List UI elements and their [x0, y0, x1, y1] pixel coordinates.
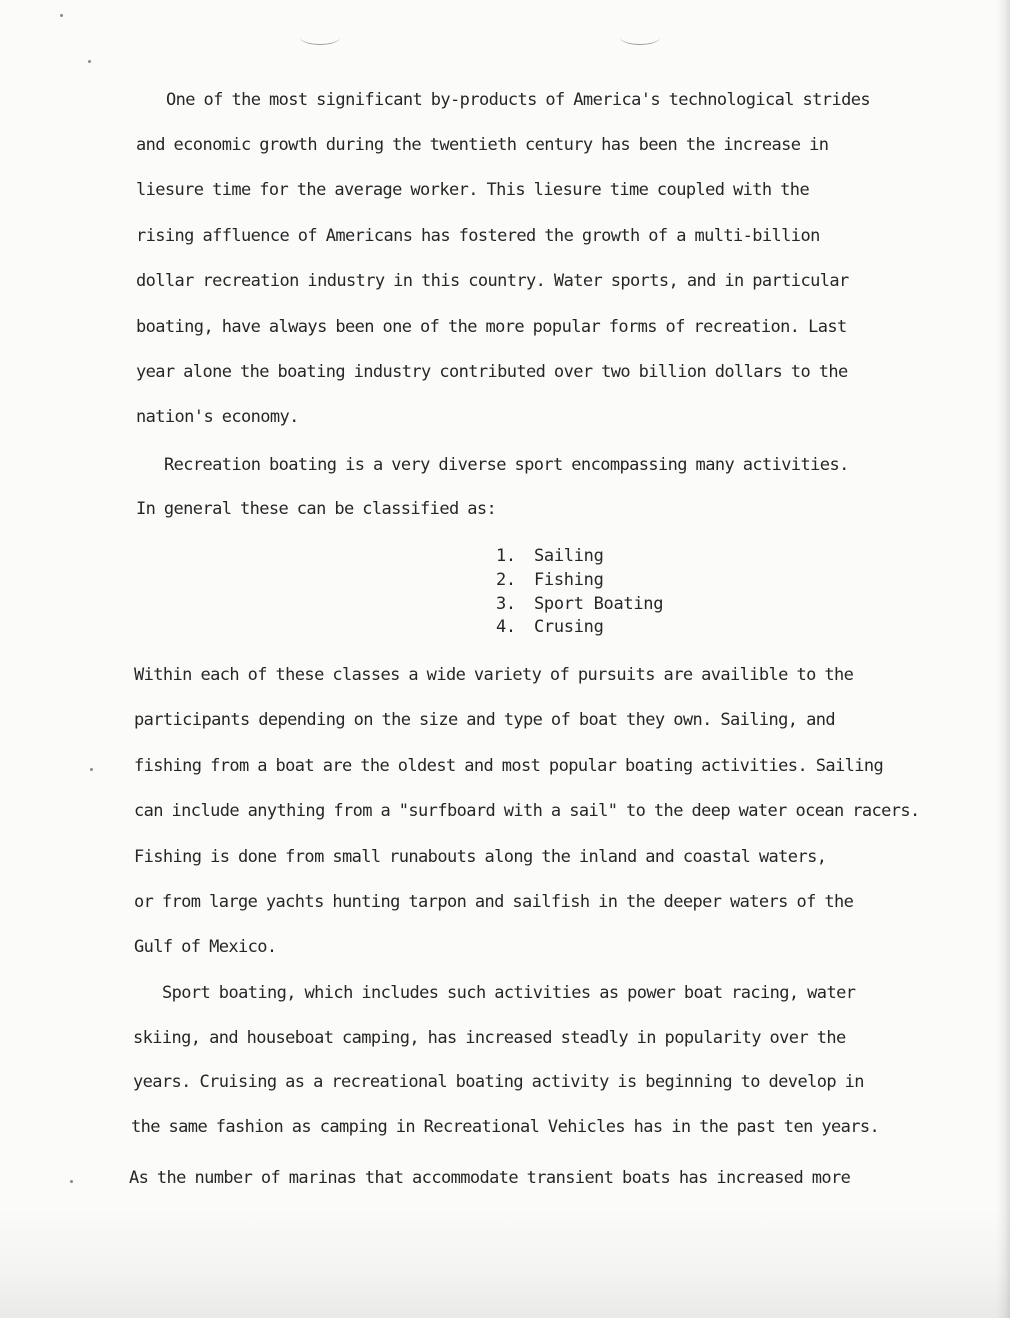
list-item-number: 4.	[496, 617, 516, 637]
text-line: and economic growth during the twentieth century has been the increase in	[136, 135, 829, 155]
list-item-number: 3.	[496, 594, 516, 614]
text-line: liesure time for the average worker. This liesure time coupled with the	[136, 180, 810, 200]
list-item-text: Sport Boating	[534, 594, 664, 614]
text-line: the same fashion as camping in Recreational Vehicles has in the past ten years.	[131, 1117, 880, 1137]
text-line: Sport boating, which includes such activities as power boat racing, water	[162, 983, 856, 1003]
text-line: skiing, and houseboat camping, has increased steadly in popularity over the	[133, 1028, 846, 1048]
list-item-text: Sailing	[534, 546, 604, 566]
list-item	[496, 546, 604, 566]
scan-speck	[90, 768, 93, 771]
text-line: nation's economy.	[136, 407, 299, 427]
text-line: Gulf of Mexico.	[134, 937, 277, 957]
text-line: Recreation boating is a very diverse sport encompassing many activities.	[164, 455, 849, 475]
text-line: or from large yachts hunting tarpon and sailfish in the deeper waters of the	[134, 892, 854, 912]
text-line: dollar recreation industry in this country. Water sports, and in particular	[136, 271, 849, 291]
list-item	[496, 617, 604, 637]
text-line: As the number of marinas that accommodate transient boats has increased more	[129, 1168, 851, 1188]
text-line: Fishing is done from small runabouts along the inland and coastal waters,	[134, 847, 827, 867]
list-item-text: Crusing	[534, 617, 604, 637]
text-line: fishing from a boat are the oldest and most popular boating activities. Sailing	[134, 756, 884, 776]
text-line: One of the most significant by-products of America's technological strides	[166, 90, 870, 110]
scan-speck	[60, 14, 63, 17]
text-line: can include anything from a "surfboard with a sail" to the deep water ocean racers.	[134, 801, 920, 821]
binding-mark-left	[300, 30, 340, 45]
scan-speck	[70, 1180, 73, 1183]
page-edge-shadow	[996, 0, 1010, 1318]
text-line: year alone the boating industry contributed over two billion dollars to the	[136, 362, 848, 382]
text-line: Within each of these classes a wide variety of pursuits are availible to the	[134, 665, 854, 685]
list-item-number: 1.	[496, 546, 516, 566]
text-line: In general these can be classified as:	[136, 499, 497, 519]
list-item	[496, 594, 663, 614]
scan-speck	[88, 60, 91, 63]
list-item-number: 2.	[496, 570, 516, 590]
text-line: participants depending on the size and type of boat they own. Sailing, and	[134, 710, 835, 730]
binding-mark-right	[620, 30, 660, 45]
text-line: boating, have always been one of the more popular forms of recreation. Last	[136, 317, 847, 337]
list-item	[496, 570, 604, 590]
page-bottom-shadow	[0, 1208, 1010, 1318]
list-item-text: Fishing	[534, 570, 604, 590]
text-line: rising affluence of Americans has fostered the growth of a multi-billion	[136, 226, 820, 246]
text-line: years. Cruising as a recreational boating activity is beginning to develop in	[133, 1072, 864, 1092]
